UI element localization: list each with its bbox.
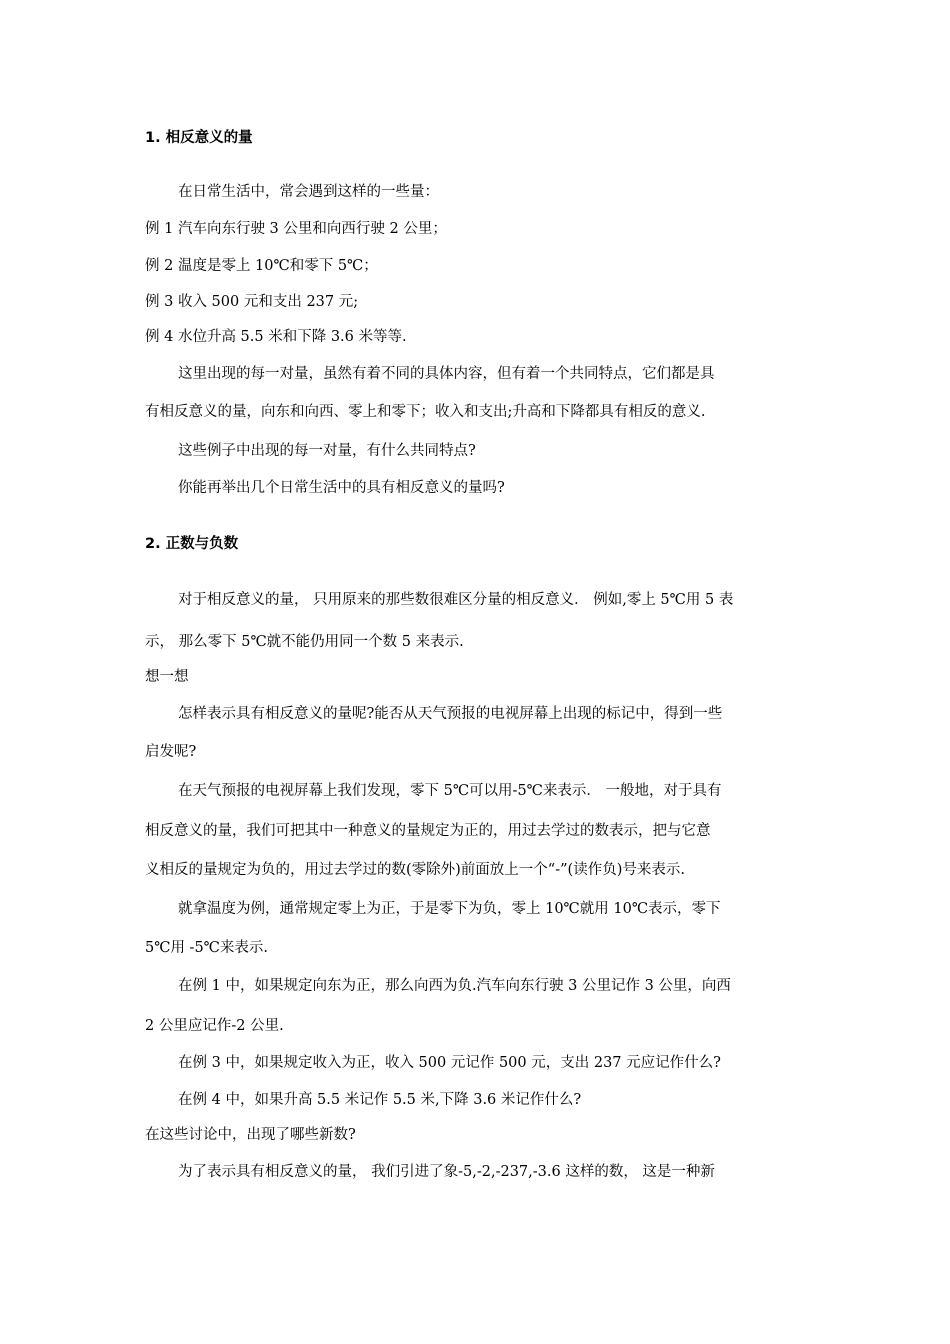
example-2: 例 2 温度是零上 10℃和零下 5℃； bbox=[145, 258, 378, 274]
example-3: 例 3 收入 500 元和支出 237 元; bbox=[145, 294, 359, 310]
section1-question1: 这些例子中出现的每一对量，有什么共同特点? bbox=[178, 443, 476, 459]
section1-para1-line1: 这里出现的每一对量，虽然有着不同的具体内容，但有着一个共同特点，它们都是具 bbox=[178, 366, 715, 382]
section2-para3-line1: 在天气预报的电视屏幕上我们发现，零下 5℃可以用-5℃来表示． 一般地，对于具有 bbox=[178, 783, 722, 799]
section2-para1-line1: 对于相反意义的量， 只用原来的那些数很难区分量的相反意义． 例如,零上 5℃用 5 表 bbox=[178, 592, 734, 608]
document-page bbox=[145, 0, 810, 1344]
section-heading-positive-negative: 2. 正数与负数 bbox=[145, 536, 239, 552]
section2-para8: 在这些讨论中，出现了哪些新数? bbox=[145, 1127, 356, 1143]
section1-intro: 在日常生活中，常会遇到这样的一些量： bbox=[178, 184, 439, 200]
section2-para9-line1: 为了表示具有相反意义的量， 我们引进了象-5,-2,-237,-3.6 这样的数， 这是一种新 bbox=[178, 1164, 715, 1180]
section2-para3-line3: 义相反的量规定为负的，用过去学过的数(零除外)前面放上一个“-”(读作负)号来表示. bbox=[145, 862, 685, 878]
section2-para7: 在例 4 中，如果升高 5.5 米记作 5.5 米,下降 3.6 米记作什么? bbox=[178, 1092, 582, 1108]
section2-para6: 在例 3 中，如果规定收入为正，收入 500 元记作 500 元，支出 237 元应记作什么? bbox=[178, 1055, 721, 1071]
section2-para3-line2: 相反意义的量，我们可把其中一种意义的量规定为正的，用过去学过的数表示，把与它意 bbox=[145, 823, 711, 839]
section2-para5-line2: 2 公里应记作-2 公里. bbox=[145, 1018, 284, 1034]
section2-para1-line2: 示， 那么零下 5℃就不能仍用同一个数 5 来表示. bbox=[145, 634, 464, 650]
section2-para4-line2: 5℃用 -5℃来表示. bbox=[145, 940, 269, 956]
section2-para5-line1: 在例 1 中，如果规定向东为正，那么向西为负.汽车向东行驶 3 公里记作 3 公里，向西 bbox=[178, 978, 731, 994]
example-4: 例 4 水位升高 5.5 米和下降 3.6 米等等. bbox=[145, 329, 407, 345]
section2-para2-line1: 怎样表示具有相反意义的量呢?能否从天气预报的电视屏幕上出现的标记中，得到一些 bbox=[178, 706, 723, 722]
section2-para4-line1: 就拿温度为例，通常规定零上为正，于是零下为负，零上 10℃就用 10℃表示，零下 bbox=[178, 901, 721, 917]
example-1: 例 1 汽车向东行驶 3 公里和向西行驶 2 公里； bbox=[145, 221, 447, 237]
section2-para2-line2: 启发呢? bbox=[145, 744, 197, 760]
section-heading-opposite-quantities: 1. 相反意义的量 bbox=[145, 130, 253, 146]
section1-para1-line2: 有相反意义的量，向东和向西、零上和零下；收入和支出;升高和下降都具有相反的意义. bbox=[145, 404, 706, 420]
section1-question2: 你能再举出几个日常生活中的具有相反意义的量吗? bbox=[178, 480, 505, 496]
think-label: 想一想 bbox=[145, 669, 189, 685]
